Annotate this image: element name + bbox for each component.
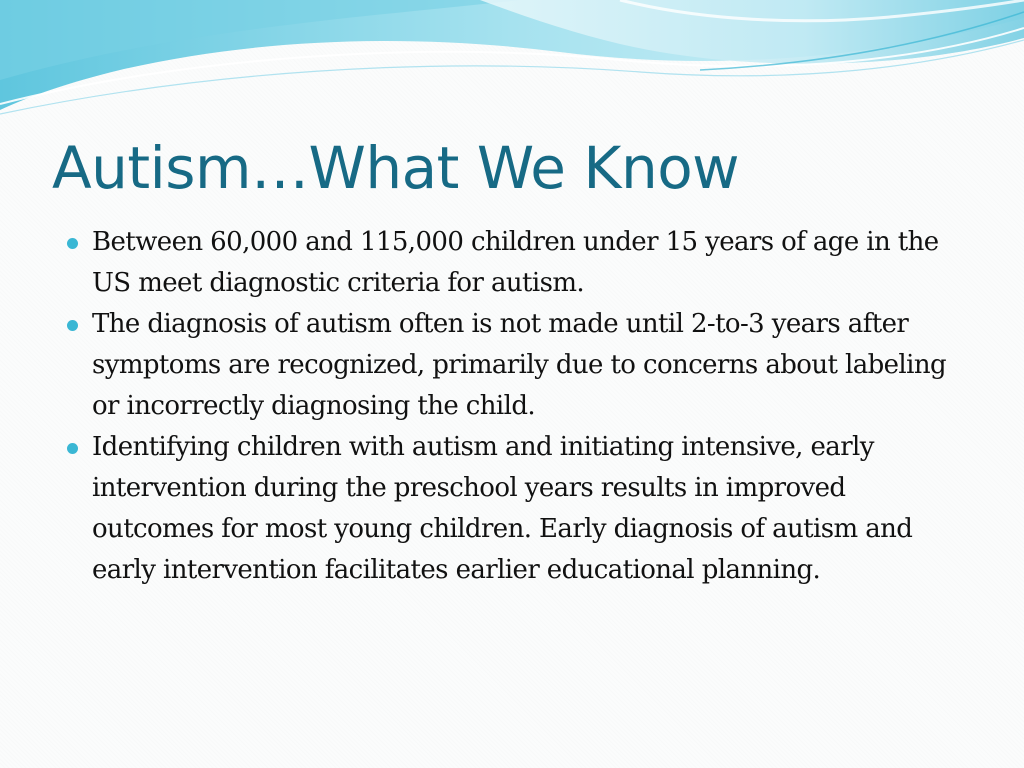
bullet-dot-icon [67,320,78,331]
bullet-item [62,222,972,304]
bullet-dot-icon [67,443,78,454]
bullet-text: Between 60,000 and 115,000 children under 15 years of age in the US meet diagnostic criteria for autism. [92,227,939,298]
bullet-dot-icon [67,238,78,249]
slide-title: Autism…What We Know [52,134,740,202]
bullet-item [62,427,972,591]
header-wave-decoration [0,0,1024,130]
bullet-list [62,222,972,591]
bullet-text: Identifying children with autism and initiating intensive, early intervention during the preschool years results in improved outcomes for most young children. Early diagnosis of autism and early intervention facilitates earlier educational planning. [92,432,913,585]
bullet-item [62,304,972,427]
bullet-text: The diagnosis of autism often is not made until 2-to-3 years after symptoms are recognized, primarily due to concerns about labeling or incorrectly diagnosing the child. [92,309,947,421]
